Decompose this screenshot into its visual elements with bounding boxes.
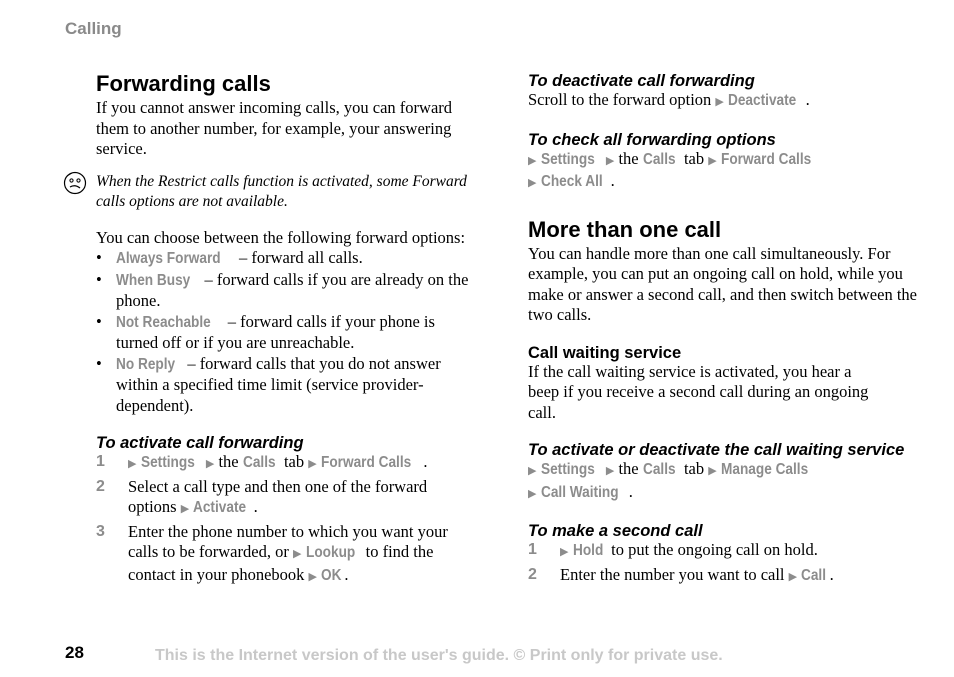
- step-number: 3: [96, 522, 105, 540]
- step-item: [96, 522, 476, 588]
- menu-path-item: Settings: [540, 461, 595, 478]
- toggle-path: [528, 459, 928, 504]
- deactivate-heading: To deactivate call forwarding: [528, 72, 755, 90]
- arrow-right-icon: ▶: [528, 176, 537, 189]
- left-column: [96, 70, 476, 589]
- intro-paragraph: If you cannot answer incoming calls, you can forward them to another number, for example, your answering service.: [96, 98, 453, 158]
- step-number: 2: [528, 565, 537, 583]
- step-text: Select a call type and then one of the forward options: [128, 476, 428, 516]
- note-face-icon: [63, 171, 87, 195]
- arrow-right-icon: ▶: [292, 547, 302, 560]
- arrow-right-icon: ▶: [308, 569, 318, 583]
- right-column: [528, 72, 928, 589]
- step-text: to find the contact in your phonebook: [128, 542, 434, 584]
- menu-path-item: Calls: [642, 150, 676, 168]
- waiting-text: If the call waiting service is activated, you hear a beep if you receive a second call during an ongoing call.: [528, 361, 869, 422]
- arrow-right-icon: ▶: [605, 464, 615, 477]
- page-number: 28: [65, 643, 84, 662]
- menu-path-item: Hold: [572, 542, 603, 559]
- step-item: [96, 452, 476, 475]
- list-item: • When Busy – forward calls if you are already on the phone.: [96, 269, 469, 310]
- step-number: 2: [96, 477, 105, 495]
- check-heading: To check all forwarding options: [528, 130, 776, 149]
- step-item: [96, 477, 476, 520]
- arrow-right-icon: ▶: [605, 153, 615, 167]
- menu-path-item: Call Waiting: [540, 483, 619, 501]
- note-text: When the Restrict calls function is activated, some Forward calls options are not available.: [96, 172, 467, 210]
- second-call-steps: [528, 540, 928, 587]
- step-text: .: [829, 564, 834, 584]
- waiting-heading: Call waiting service: [528, 343, 682, 362]
- second-call-heading: To make a second call: [528, 522, 703, 540]
- menu-path-item: Forward Calls: [720, 150, 812, 168]
- footer-notice: This is the Internet version of the user's guide. © Print only for private use.: [155, 647, 723, 664]
- step-text: the: [614, 148, 643, 168]
- menu-path-item: Call: [801, 566, 827, 584]
- arrow-right-icon: ▶: [708, 464, 717, 477]
- menu-path-item: Activate: [193, 499, 247, 516]
- menu-path-item: Deactivate: [728, 92, 797, 109]
- step-text: to put the ongoing call on hold.: [607, 540, 818, 559]
- step-number: 1: [528, 541, 537, 558]
- step-text: .: [610, 171, 615, 190]
- arrow-right-icon: ▶: [528, 486, 537, 500]
- check-path: [528, 149, 928, 194]
- menu-option-name: Not Reachable: [116, 313, 211, 331]
- option-description: – forward calls that you do not answer within a specified time limit (service provider-dependent).: [116, 353, 441, 415]
- list-item: • Not Reachable – forward calls if your phone is turned off or if you are unreachable.: [96, 311, 435, 352]
- arrow-right-icon: ▶: [715, 95, 724, 108]
- arrow-right-icon: ▶: [528, 464, 537, 477]
- step-text: tab: [279, 452, 309, 471]
- step-text: the: [214, 452, 243, 471]
- menu-path-item: Calls: [242, 454, 276, 471]
- list-item: • Always Forward – forward all calls.: [96, 248, 476, 270]
- section-title: More than one call: [528, 216, 722, 242]
- step-item: [528, 540, 928, 563]
- option-description: – forward all calls.: [234, 248, 363, 267]
- step-item: [528, 565, 928, 588]
- step-text: the: [614, 459, 643, 478]
- list-item: • No Reply – forward calls that you do not answer within a specified time limit (service provider-dependent).: [96, 353, 441, 415]
- toggle-heading: To activate or deactivate the call waiting service: [528, 441, 905, 459]
- step-text: .: [344, 564, 349, 584]
- step-text: Scroll to the forward option: [528, 90, 716, 109]
- activate-steps: [96, 452, 476, 587]
- step-text: Enter the number you want to call: [560, 564, 789, 584]
- arrow-right-icon: ▶: [180, 502, 190, 515]
- activate-heading: To activate call forwarding: [96, 434, 304, 452]
- choose-text: You can choose between the following forward options:: [96, 227, 466, 247]
- arrow-right-icon: ▶: [205, 457, 215, 470]
- menu-option-name: No Reply: [116, 355, 176, 373]
- forward-options-list: [96, 248, 476, 416]
- menu-path-item: Lookup: [305, 544, 355, 561]
- step-text: tab: [679, 459, 709, 478]
- menu-path-item: Forward Calls: [320, 454, 412, 471]
- step-number: 1: [96, 453, 105, 470]
- arrow-right-icon: ▶: [788, 569, 798, 583]
- arrow-right-icon: ▶: [308, 457, 317, 470]
- deactivate-text: Scroll to the forward option ▶ Deactivate .: [528, 90, 928, 113]
- note-box: [96, 172, 476, 212]
- step-text: .: [253, 497, 258, 516]
- menu-path-item: Settings: [140, 454, 195, 471]
- option-description: – forward calls if your phone is turned off or if you are unreachable.: [116, 311, 435, 352]
- arrow-right-icon: ▶: [128, 457, 137, 470]
- menu-path-item: OK: [321, 566, 342, 584]
- arrow-right-icon: ▶: [560, 545, 569, 558]
- menu-option-name: Always Forward: [116, 250, 221, 267]
- step-text: tab: [679, 148, 709, 168]
- menu-path-item: Check All: [540, 173, 603, 190]
- section-label: Calling: [65, 19, 122, 38]
- option-description: – forward calls if you are already on the phone.: [116, 269, 469, 310]
- menu-path-item: Settings: [540, 150, 595, 168]
- page-title: Forwarding calls: [96, 71, 271, 96]
- menu-option-name: When Busy: [116, 271, 191, 289]
- arrow-right-icon: ▶: [528, 153, 537, 167]
- step-text: .: [423, 452, 428, 471]
- more-text: You can handle more than one call simultaneously. For example, you can put an ongoing call on hold, while you make or answer a second call, and then switch between the two calls.: [528, 243, 917, 324]
- step-text: Enter the phone number to which you want your calls to be forwarded, or: [128, 521, 448, 561]
- menu-path-item: Calls: [642, 461, 676, 478]
- menu-path-item: Manage Calls: [720, 461, 809, 478]
- arrow-right-icon: ▶: [708, 153, 717, 167]
- step-text: .: [628, 481, 633, 501]
